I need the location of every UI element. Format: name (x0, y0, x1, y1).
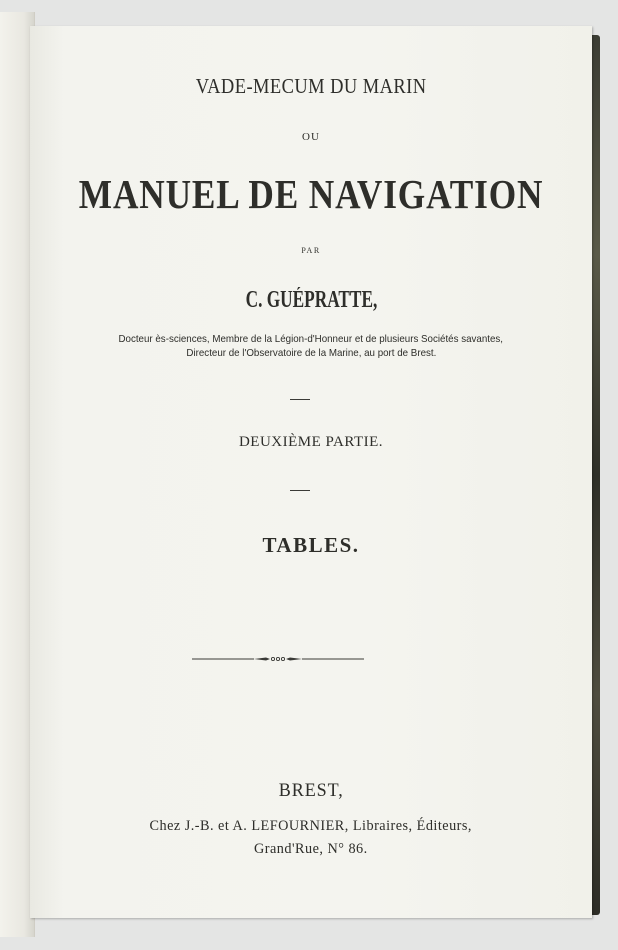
divider-rule-1 (290, 399, 310, 400)
imprint-publisher (30, 816, 592, 835)
part-label (30, 432, 592, 451)
section-title (30, 532, 592, 558)
par-text: PAR (301, 246, 321, 255)
conjunction (30, 130, 592, 143)
divider-rule-2 (290, 490, 310, 491)
main-title (30, 170, 592, 218)
imprint-address (30, 839, 592, 858)
title-line-1 (30, 74, 592, 99)
title-line-1-text: VADE-MECUM DU MARIN (195, 74, 427, 98)
imprint-publisher-text: Chez J.-B. et A. LEFOURNIER, Libraires, Éditeurs, (149, 818, 473, 834)
title-page (30, 26, 592, 918)
credentials-line-1: Docteur ès-sciences, Membre de la Légion-d'Honneur et de plusieurs Sociétés savantes, (118, 333, 504, 345)
imprint-city-text: BREST, (278, 780, 344, 801)
imprint-address-text: Grand'Rue, N° 86. (254, 841, 368, 857)
part-text: DEUXIÈME PARTIE. (238, 434, 384, 450)
credentials-line-2: Directeur de l'Observatoire de la Marine, au port de Brest. (186, 347, 436, 359)
imprint-city (30, 779, 592, 802)
author-credentials (30, 332, 592, 360)
author-text: C. GUÉPRATTE, (245, 287, 377, 313)
section-text: TABLES. (262, 533, 360, 557)
main-title-text: MANUEL DE NAVIGATION (78, 171, 544, 217)
par-label (30, 246, 592, 255)
conjunction-text: OU (302, 131, 320, 143)
author-name (30, 284, 592, 314)
ornamental-rule (192, 653, 364, 665)
